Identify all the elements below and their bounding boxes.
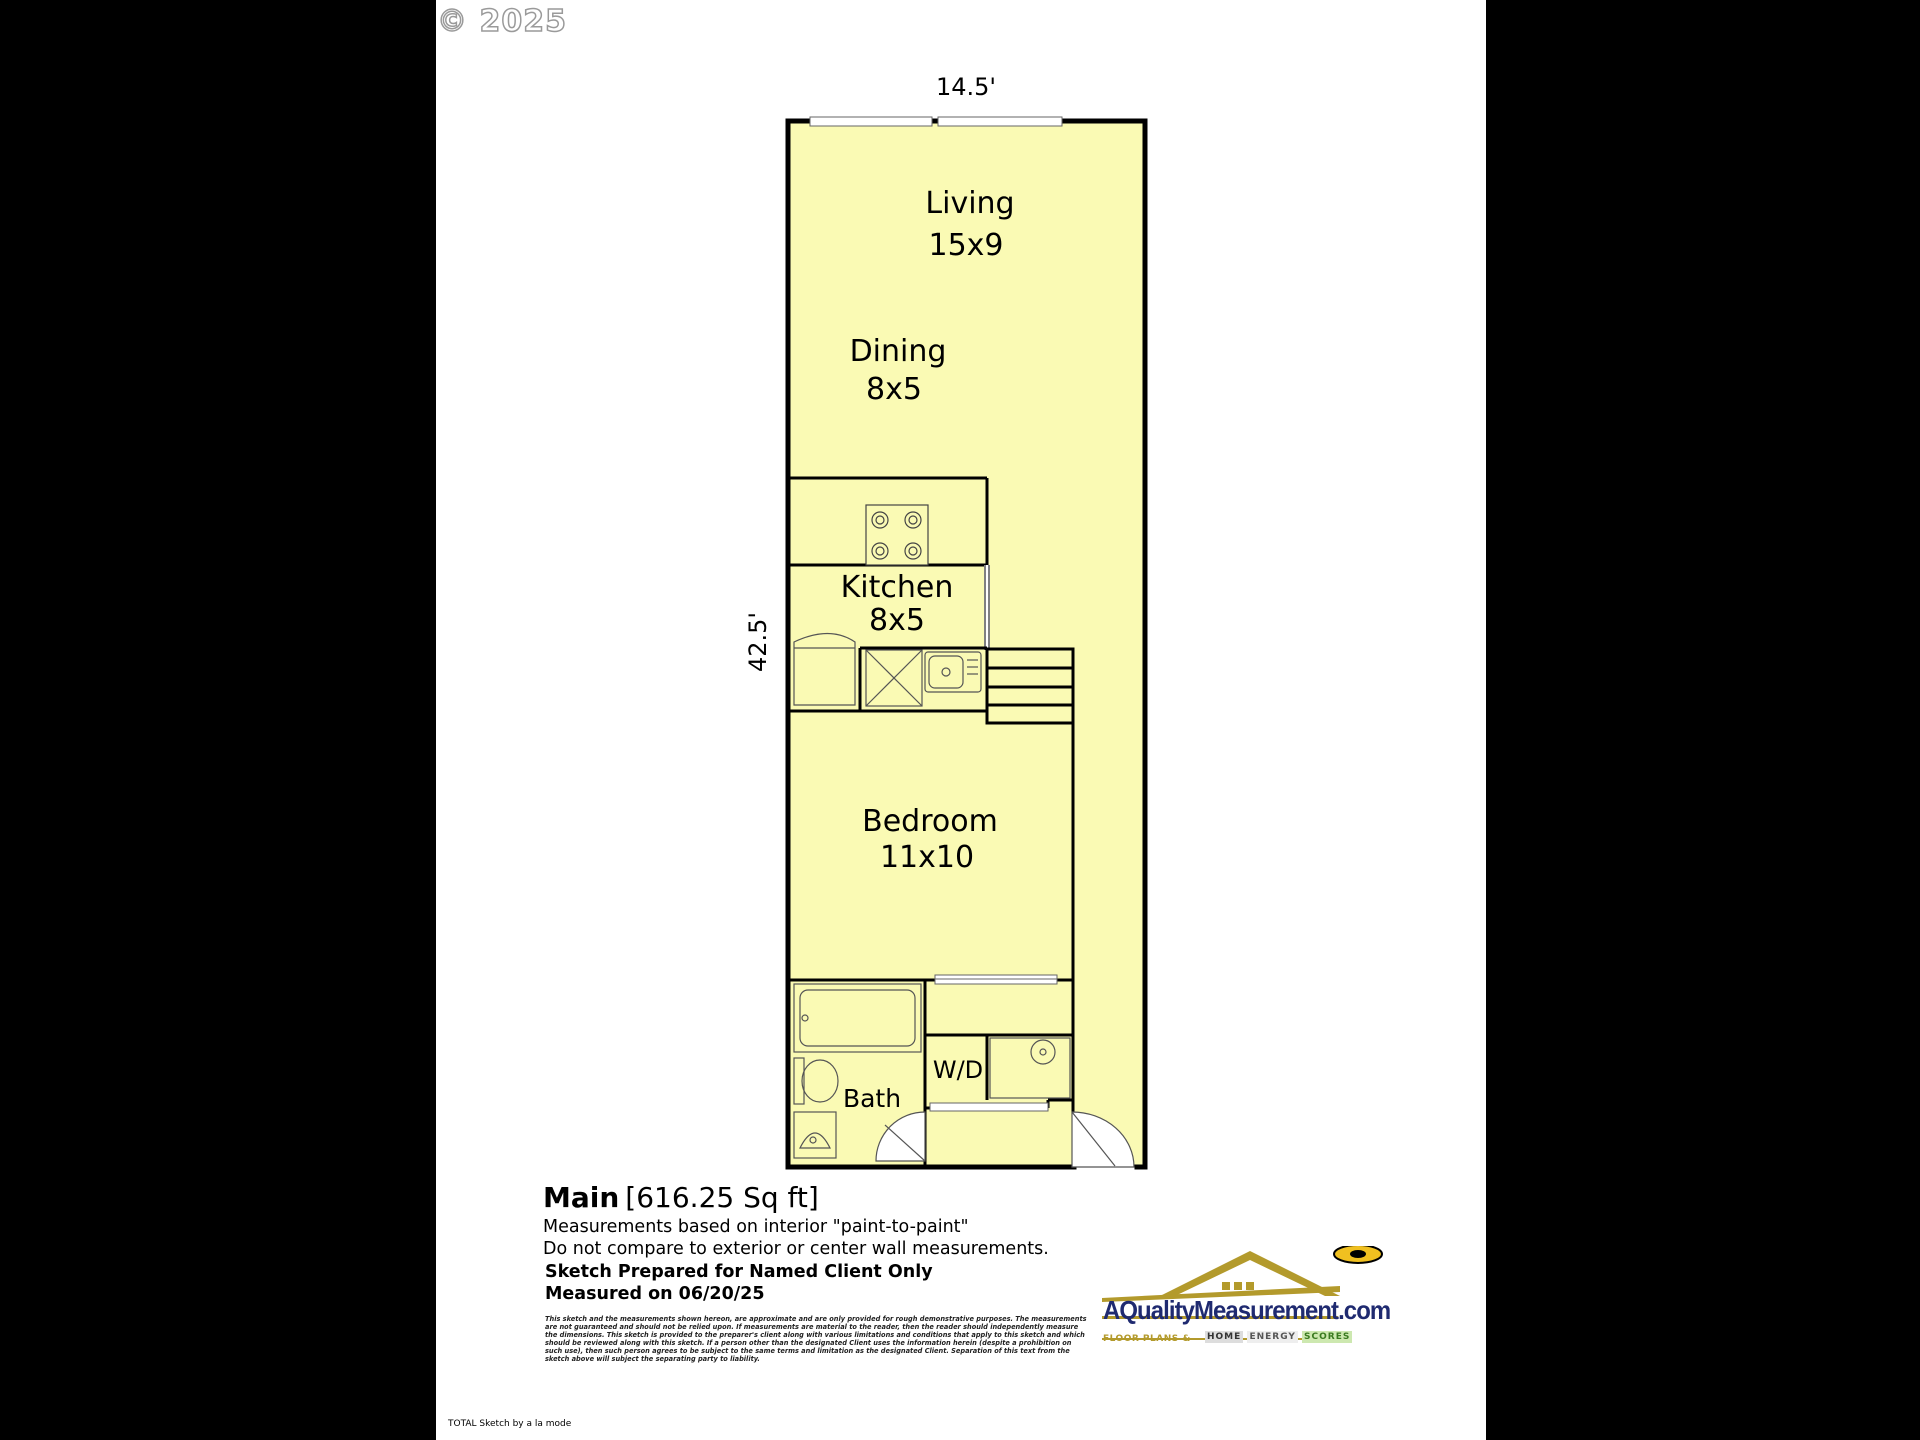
room-size-bedroom: 11x10	[879, 840, 975, 875]
prepared-note: Sketch Prepared for Named Client Only	[545, 1262, 933, 1282]
floor-name: Main	[543, 1181, 620, 1214]
room-label-dining: Dining	[849, 334, 947, 369]
room-size-kitchen: 8x5	[869, 603, 925, 638]
room-label-living: Living	[925, 186, 1015, 221]
logo-word-energy: ENERGY	[1249, 1332, 1296, 1342]
measured-date: Measured on 06/20/25	[545, 1284, 765, 1304]
height-dimension: 42.5'	[744, 611, 772, 673]
logo-name: AQualityMeasurement.com	[1103, 1295, 1391, 1325]
logo-home-energy-scores	[1205, 1332, 1352, 1342]
logo-word-scores: SCORES	[1304, 1332, 1351, 1342]
floor-summary-title	[543, 1181, 819, 1214]
room-label-bath: Bath	[842, 1084, 902, 1113]
measurement-note-2: Do not compare to exterior or center wall measurements.	[543, 1239, 1049, 1259]
closet-door	[935, 975, 1057, 984]
room-label-wd: W/D	[932, 1056, 984, 1084]
refrigerator	[794, 634, 855, 706]
logo-tagline: FLOOR PLANS &	[1103, 1334, 1191, 1344]
stove	[866, 505, 928, 565]
width-dimension: 14.5'	[935, 73, 997, 101]
copyright-watermark: © 2025	[437, 4, 567, 39]
software-credit: TOTAL Sketch by a la mode	[448, 1419, 572, 1429]
room-size-dining: 8x5	[866, 372, 922, 407]
disclaimer-text: This sketch and the measurements shown hereon, are approximate and are only provided for rough demonstrative purposes. The measurements are not guaranteed and should not be relied upon. If measurements are material to the reader, then the reader should independently measure the dimensions. This sketch is provided to the preparer's client along with various limitations and conditions that apply to this sketch and which should be reviewed along with this sketch. If a person other than the designated Client uses the information herein (despite a prohibition on such use), then such person agrees to be subject to the same terms and limitation as the designated Client. Separation of this text from the sketch above will subject the separating party to liability.	[545, 1315, 1087, 1363]
room-label-bedroom: Bedroom	[862, 804, 998, 839]
room-label-kitchen: Kitchen	[840, 570, 954, 605]
measurement-note-1: Measurements based on interior "paint-to-paint"	[543, 1217, 969, 1237]
stairs	[987, 649, 1073, 723]
logo-word-home: HOME	[1207, 1332, 1242, 1342]
floor-area-value: [616.25 Sq ft]	[625, 1181, 819, 1214]
room-size-living: 15x9	[928, 228, 1004, 263]
wd-door	[930, 1103, 1048, 1111]
